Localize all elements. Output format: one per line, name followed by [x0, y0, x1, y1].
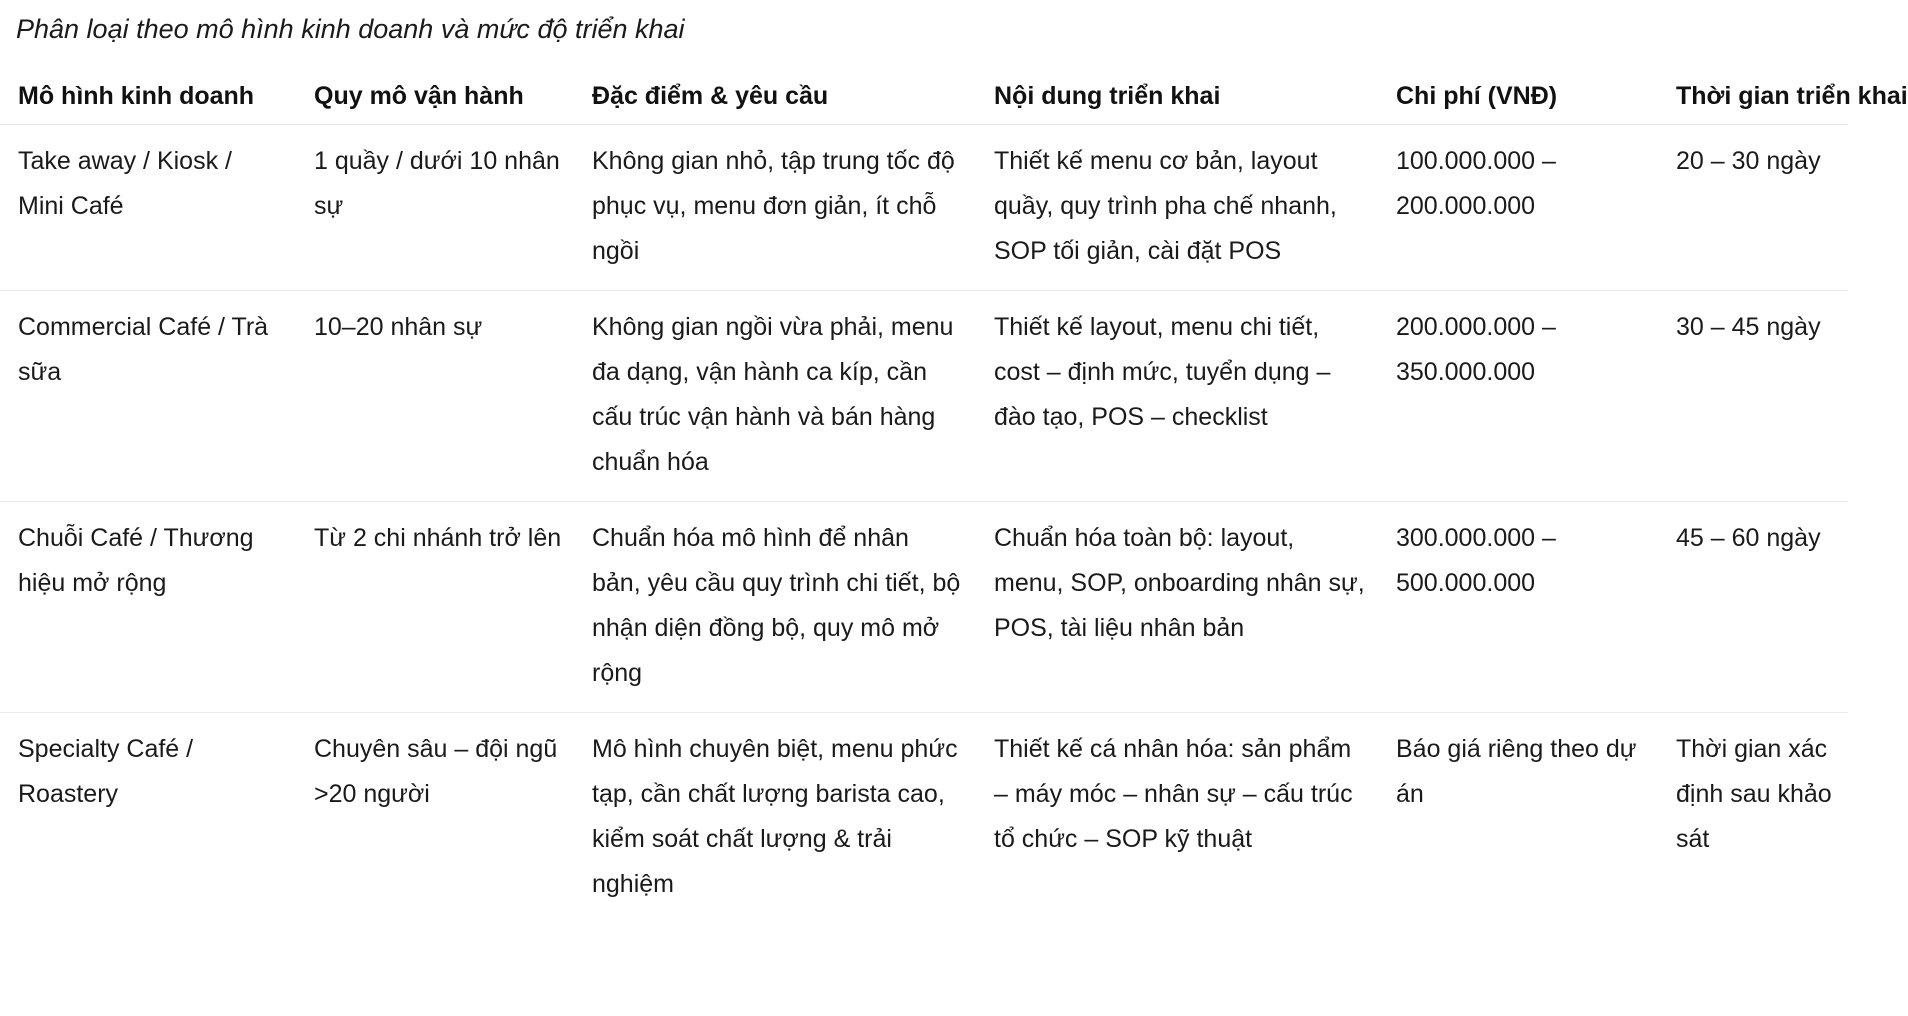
- cell-model: Specialty Café / Roastery: [18, 735, 194, 808]
- cell-model: Chuỗi Café / Thương hiệu mở rộng: [0, 502, 296, 713]
- cell-scale: Chuyên sâu – đội ngũ >20 người: [314, 735, 558, 808]
- table-row: [0, 713, 1848, 924]
- cell-scale: Từ 2 chi nhánh trở lên: [296, 502, 574, 713]
- table-row: [0, 291, 1848, 502]
- cell-time: 20 – 30 ngày: [1658, 125, 1848, 291]
- header-features-requirements: Đặc điểm & yêu cầu: [574, 78, 976, 125]
- cell-content: Thiết kế menu cơ bản, layout quầy, quy trình pha chế nhanh, SOP tối giản, cài đặt POS: [976, 125, 1378, 291]
- cell-cost: 300.000.000 – 500.000.000: [1378, 502, 1658, 713]
- header-operating-scale: Quy mô vận hành: [296, 78, 574, 125]
- cell-content: Chuẩn hóa toàn bộ: layout, menu, SOP, onboarding nhân sự, POS, tài liệu nhân bản: [976, 502, 1378, 713]
- cell-scale: 1 quầy / dưới 10 nhân sự: [296, 125, 574, 291]
- cell-cost: 200.000.000 – 350.000.000: [1378, 291, 1658, 502]
- cell-time: 30 – 45 ngày: [1658, 291, 1848, 502]
- header-implementation-content: Nội dung triển khai: [976, 78, 1378, 125]
- cell-model: Take away / Kiosk / Mini Café: [0, 125, 296, 291]
- cell-features: Không gian ngồi vừa phải, menu đa dạng, vận hành ca kíp, cần cấu trúc vận hành và bán hàng chuẩn hóa: [574, 291, 976, 502]
- header-implementation-time: Thời gian triển khai: [1658, 78, 1848, 125]
- cell-features: Chuẩn hóa mô hình để nhân bản, yêu cầu quy trình chi tiết, bộ nhận diện đồng bộ, quy mô mở rộng: [574, 502, 976, 713]
- table-row: [0, 502, 1848, 713]
- header-cost: Chi phí (VNĐ): [1378, 78, 1658, 125]
- cell-cost: 100.000.000 – 200.000.000: [1378, 125, 1658, 291]
- cell-content: Thiết kế cá nhân hóa: sản phẩm – máy móc – nhân sự – cấu trúc tổ chức – SOP kỹ thuật: [994, 735, 1353, 853]
- cell-content: Thiết kế layout, menu chi tiết, cost – định mức, tuyển dụng – đào tạo, POS – checklist: [976, 291, 1378, 502]
- cell-model: Commercial Café / Trà sữa: [0, 291, 296, 502]
- table-caption: Phân loại theo mô hình kinh doanh và mức độ triển khai: [16, 14, 685, 44]
- cell-time: 45 – 60 ngày: [1658, 502, 1848, 713]
- business-model-table: [0, 78, 1908, 923]
- cell-time: Thời gian xác định sau khảo sát: [1676, 735, 1832, 853]
- table-row: [0, 125, 1848, 291]
- header-business-model: Mô hình kinh doanh: [0, 78, 296, 125]
- cell-cost: Báo giá riêng theo dự án: [1396, 735, 1637, 808]
- table-header-row: [0, 78, 1848, 125]
- cell-scale: 10–20 nhân sự: [296, 291, 574, 502]
- cell-features: Mô hình chuyên biệt, menu phức tạp, cần chất lượng barista cao, kiểm soát chất lượng & trải nghiệm: [592, 735, 958, 898]
- cell-features: Không gian nhỏ, tập trung tốc độ phục vụ, menu đơn giản, ít chỗ ngồi: [574, 125, 976, 291]
